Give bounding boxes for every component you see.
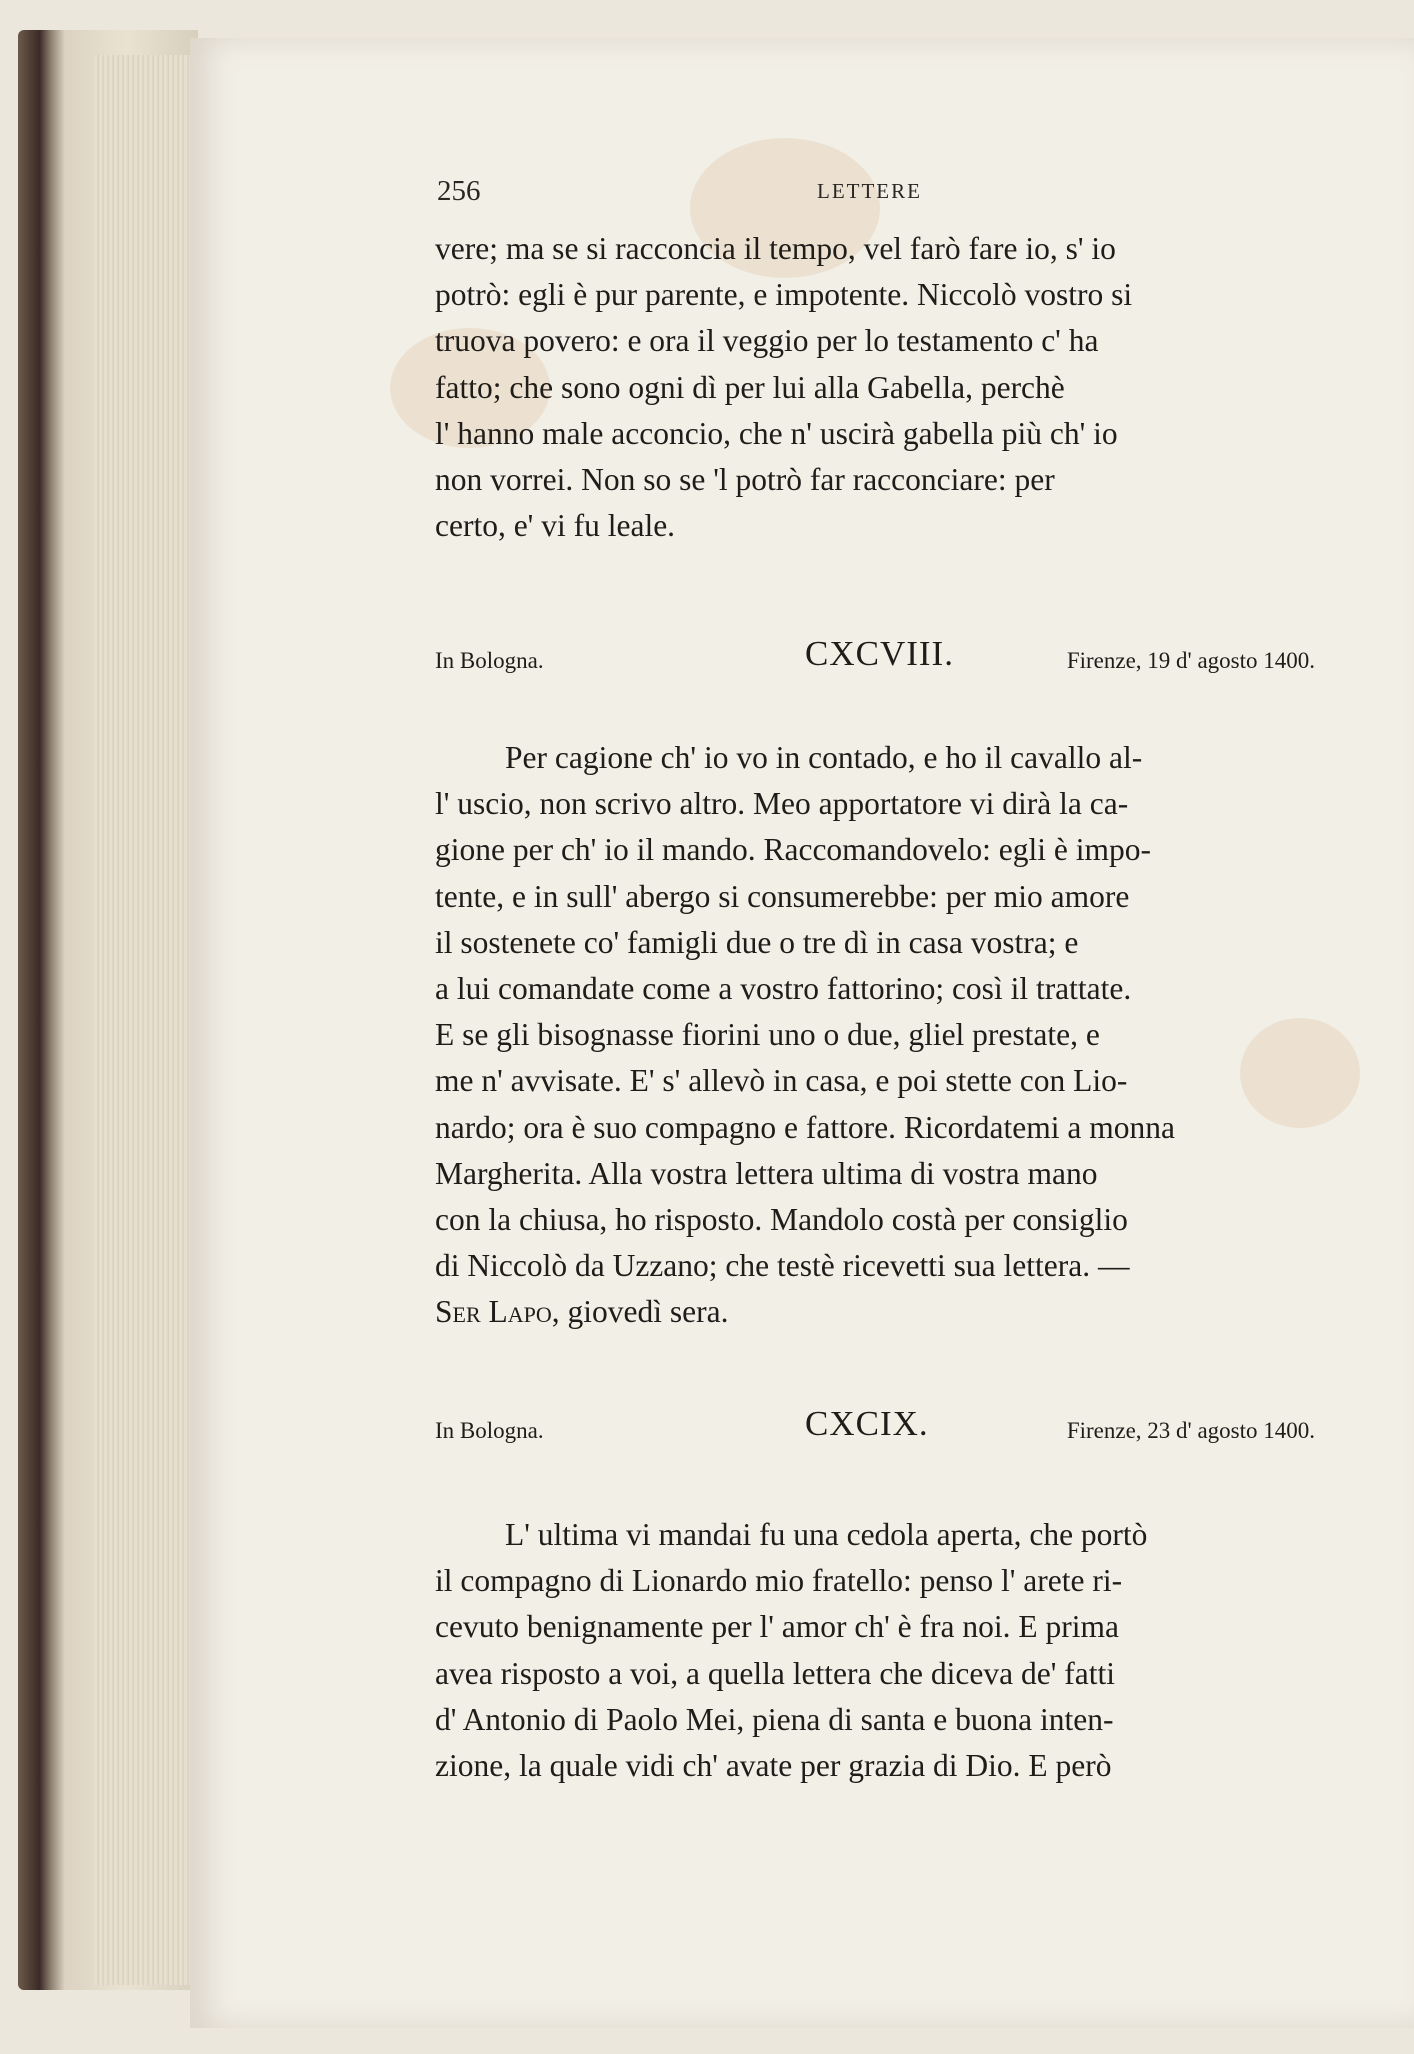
text-line: Per cagione ch' io vo in contado, e ho il cavallo al- <box>505 740 1143 775</box>
letter-heading-199 <box>435 1400 1315 1450</box>
letter-heading-198 <box>435 630 1315 680</box>
continuation-text <box>435 226 1315 549</box>
text-line: potrò: egli è pur parente, e impotente. Niccolò vostro si <box>435 277 1133 313</box>
text-line: nardo; ora è suo compagno e fattore. Ricordatemi a monna <box>435 1109 1175 1145</box>
letter-destination: In Bologna. <box>435 1418 544 1443</box>
letter-place-date: Firenze, 23 d' agosto 1400. <box>1066 1418 1315 1443</box>
letter-body-199 <box>435 1512 1315 1789</box>
letter-number: CXCVIII. <box>805 634 954 673</box>
text-line: l' uscio, non scrivo altro. Meo apportatore vi dirà la ca- <box>435 786 1129 822</box>
running-title: LETTERE <box>817 179 922 203</box>
text-line: a lui comandate come a vostro fattorino; così il trattate. <box>435 971 1132 1007</box>
text-line: L' ultima vi mandai fu una cedola aperta, che portò <box>505 1517 1148 1552</box>
text-line: fatto; che sono ogni dì per lui alla Gabella, perchè <box>435 369 1065 405</box>
letter-number: CXCIX. <box>805 1404 929 1443</box>
text-line: Margherita. Alla vostra lettera ultima di vostra mano <box>435 1155 1098 1191</box>
text-line: avea risposto a voi, a quella lettera che diceva de' fatti <box>435 1655 1115 1691</box>
page-number: 256 <box>437 175 481 207</box>
letter-body-198 <box>435 735 1315 1336</box>
signature: Ser Lapo <box>435 1294 552 1330</box>
signature-line <box>435 1289 1315 1335</box>
text-line: truova povero: e ora il veggio per lo testamento c' ha <box>435 323 1099 359</box>
text-line: l' hanno male acconcio, che n' uscirà gabella più ch' io <box>435 415 1118 451</box>
text-line: zione, la quale vidi ch' avate per grazia di Dio. E però <box>435 1748 1112 1784</box>
page-stack-edge <box>95 55 205 1985</box>
text-line: E se gli bisognasse fiorini uno o due, gliel prestate, e <box>435 1017 1100 1053</box>
text-line: non vorrei. Non so se 'l potrò far racconciare: per <box>435 462 1055 498</box>
text-line: gione per ch' io il mando. Raccomandovelo: egli è impo- <box>435 832 1151 868</box>
text-line: tente, e in sull' abergo si consumerebbe: per mio amore <box>435 878 1130 914</box>
text-line: me n' avvisate. E' s' allevò in casa, e poi stette con Lio- <box>435 1063 1128 1099</box>
letter-place-date: Firenze, 19 d' agosto 1400. <box>1066 648 1315 673</box>
text-line: d' Antonio di Paolo Mei, piena di santa e buona inten- <box>435 1701 1114 1737</box>
closing: , giovedì sera. <box>551 1294 729 1330</box>
letter-destination: In Bologna. <box>435 648 544 673</box>
text-line: il compagno di Lionardo mio fratello: penso l' arete ri- <box>435 1563 1123 1599</box>
text-line: vere; ma se si racconcia il tempo, vel farò fare io, s' io <box>435 231 1116 266</box>
text-line: di Niccolò da Uzzano; che testè ricevetti sua lettera. — <box>435 1248 1130 1284</box>
text-line: certo, e' vi fu leale. <box>435 508 676 544</box>
text-line: con la chiusa, ho risposto. Mandolo costà per consiglio <box>435 1202 1128 1238</box>
text-line: il sostenete co' famigli due o tre dì in casa vostra; e <box>435 924 1079 960</box>
running-head <box>437 175 1317 215</box>
text-line: cevuto benignamente per l' amor ch' è fra noi. E prima <box>435 1609 1119 1645</box>
